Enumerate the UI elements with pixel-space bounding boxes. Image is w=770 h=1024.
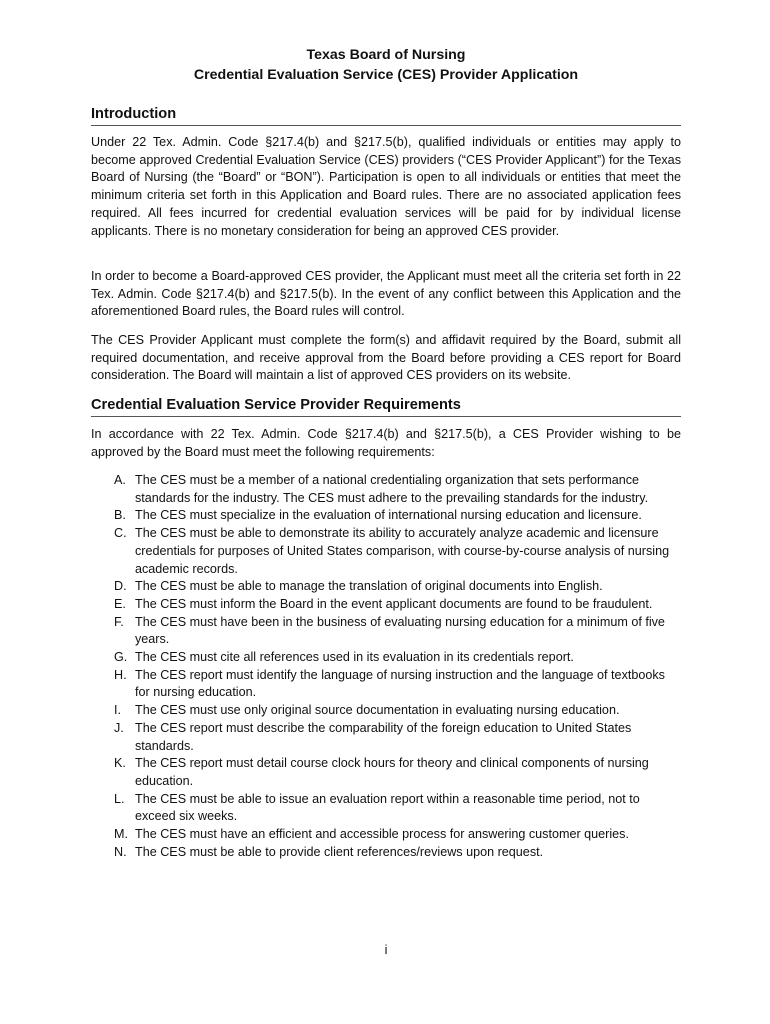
requirement-letter: I. (114, 703, 121, 718)
requirement-letter: N. (114, 844, 127, 859)
requirement-text: The CES report must describe the comparability of the foreign education to United States standards. (135, 720, 632, 753)
requirement-item (91, 507, 681, 525)
requirement-letter: L. (114, 791, 125, 806)
page-number: i (384, 943, 388, 957)
requirement-letter: J. (114, 720, 124, 735)
intro-paragraph-2: In order to become a Board-approved CES provider, the Applicant must meet all the criteria set forth in 22 Tex. Admin. Code §217.4(b) and §217.5(b). In the event of any conflict between this Application and the aforementioned Board rules, the Board rules will control. (91, 269, 681, 319)
requirement-letter: A. (114, 473, 126, 487)
requirement-text: The CES must cite all references used in its evaluation in its credentials report. (135, 650, 574, 665)
requirements-section (91, 396, 681, 417)
requirement-item (91, 596, 681, 614)
requirement-letter: C. (114, 526, 127, 541)
requirements-heading: Credential Evaluation Service Provider Requirements (91, 396, 681, 417)
requirement-item (91, 649, 681, 667)
requirement-text: The CES must be a member of a national credentialing organization that sets performance standards for the industry. The CES must adhere to the prevailing standards for the industry. (135, 473, 649, 505)
requirement-text: The CES report must identify the language of nursing instruction and the language of textbooks for nursing education. (135, 667, 665, 700)
requirement-item (91, 614, 681, 649)
requirement-text: The CES report must detail course clock hours for theory and clinical components of nursing education. (135, 756, 649, 788)
requirements-intro: In accordance with 22 Tex. Admin. Code §217.4(b) and §217.5(b), a CES Provider wishing to be approved by the Board must meet the following requirements: (91, 427, 681, 459)
intro-paragraph-3: The CES Provider Applicant must complete the form(s) and affidavit required by the Board, submit all required documentation, and receive approval from the Board before providing a CES report for Board consideration. The Board will maintain a list of approved CES providers on its website. (91, 333, 681, 383)
requirement-letter: D. (114, 579, 127, 594)
requirement-text: The CES must be able to provide client references/reviews upon request. (135, 844, 544, 859)
requirement-text: The CES must have an efficient and accessible process for answering customer queries. (135, 827, 629, 842)
requirement-item (91, 702, 681, 720)
introduction-heading: Introduction (91, 105, 681, 126)
requirement-item (91, 826, 681, 844)
requirement-text: The CES must have been in the business of evaluating nursing education for a minimum of five years. (135, 614, 665, 647)
introduction-section (91, 105, 681, 126)
requirement-letter: F. (114, 614, 124, 629)
requirement-item (91, 755, 681, 790)
requirement-letter: M. (114, 827, 128, 842)
requirement-text: The CES must specialize in the evaluation of international nursing education and licensure. (135, 508, 642, 523)
requirements-list (91, 472, 681, 861)
title-agency: Texas Board of Nursing (306, 47, 466, 63)
requirement-text: The CES must use only original source documentation in evaluating nursing education. (135, 703, 620, 718)
requirement-letter: E. (114, 596, 126, 611)
requirement-item (91, 720, 681, 755)
intro-paragraph-1: Under 22 Tex. Admin. Code §217.4(b) and §217.5(b), qualified individuals or entities may apply to become approved Credential Evaluation Service (CES) providers (“CES Provider Applicant”) for the Texas Board of Nursing (the “Board” or “BON”). Participation is open to all individuals or entities that meet the minimum criteria set forth in this Application and Board rules. There are no associated application fees required. All fees incurred for credential evaluation services will be paid for by individual license applicants. There is no monetary consideration for being an approved CES provider. (91, 135, 681, 238)
requirement-item (91, 667, 681, 702)
requirement-text: The CES must be able to issue an evaluation report within a reasonable time period, not to exceed six weeks. (135, 791, 640, 824)
requirement-letter: H. (114, 667, 127, 682)
requirement-item (91, 844, 681, 862)
requirement-item (91, 472, 681, 507)
requirement-letter: K. (114, 756, 126, 771)
document-title (91, 45, 681, 85)
requirement-item (91, 791, 681, 826)
requirement-letter: B. (114, 508, 126, 523)
title-application: Credential Evaluation Service (CES) Provider Application (193, 67, 579, 83)
requirement-text: The CES must be able to manage the translation of original documents into English. (135, 579, 603, 594)
requirement-item (91, 578, 681, 596)
requirement-item (91, 525, 681, 578)
requirement-letter: G. (114, 650, 128, 665)
requirement-text: The CES must inform the Board in the event applicant documents are found to be fraudulent. (135, 596, 653, 611)
requirement-text: The CES must be able to demonstrate its ability to accurately analyze academic and licensure credentials for purposes of United States comparison, with course-by-course analysis of nursing academic records. (135, 526, 670, 576)
